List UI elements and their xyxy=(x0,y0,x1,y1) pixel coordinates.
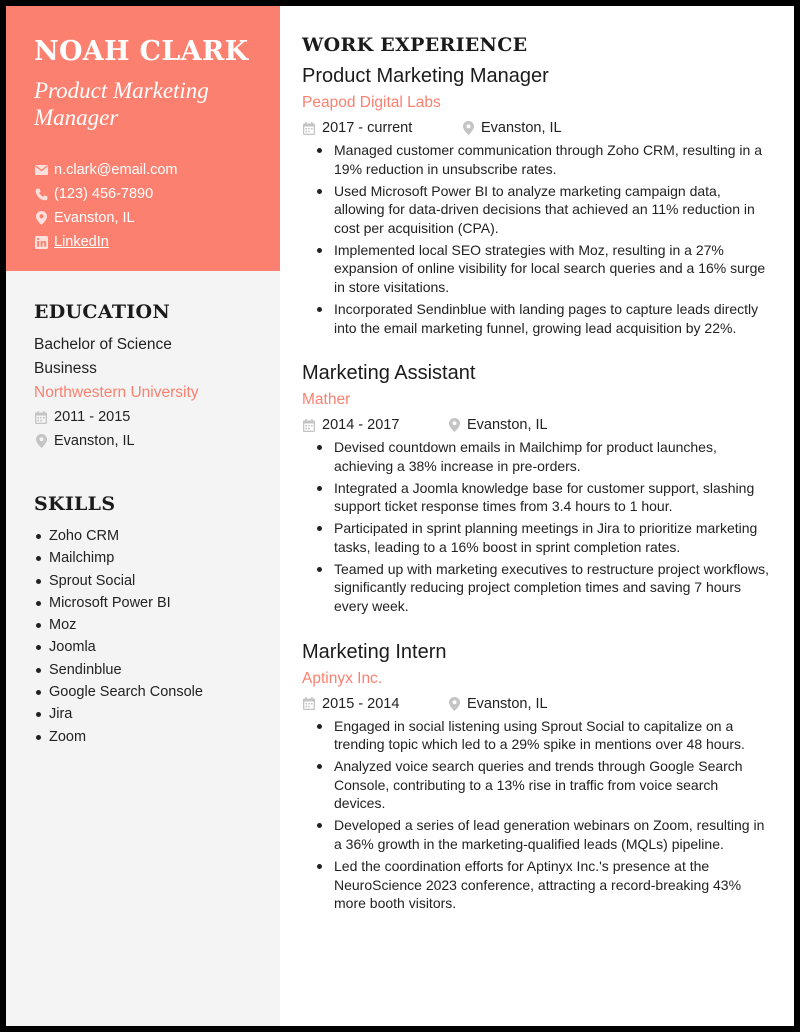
skill-item: Sendinblue xyxy=(34,659,252,681)
phone-icon xyxy=(34,187,48,201)
email-text[interactable]: n.clark@email.com xyxy=(54,162,178,179)
job-dates xyxy=(302,417,447,433)
linkedin-link[interactable]: LinkedIn xyxy=(54,234,109,251)
bullet-item: Implemented local SEO strategies with Moz, resulting in a 27% expansion of online visibility for local search queries and a 16% surge in store visitations. xyxy=(302,241,772,297)
job-location xyxy=(447,696,548,712)
map-pin-icon xyxy=(447,418,461,432)
job-entry xyxy=(302,62,772,337)
calendar-icon xyxy=(34,410,48,424)
job-location-text: Evanston, IL xyxy=(467,695,548,712)
job-location-text: Evanston, IL xyxy=(467,417,548,434)
bullet-item: Used Microsoft Power BI to analyze marketing campaign data, allowing for data-driven decisions that achieved an 11% reduction in cost per acquisition (CPA). xyxy=(302,182,772,238)
calendar-icon xyxy=(302,697,316,711)
map-pin-icon xyxy=(461,121,475,135)
bullet-item: Devised countdown emails in Mailchimp for product launches, achieving a 38% increase in pre-orders. xyxy=(302,438,772,475)
skills-section xyxy=(6,493,280,748)
company-name: Aptinyx Inc. xyxy=(302,669,383,687)
contact-phone xyxy=(34,182,252,206)
education-heading: EDUCATION xyxy=(34,301,170,323)
skill-item: Jira xyxy=(34,703,252,725)
calendar-icon xyxy=(302,418,316,432)
education-dates xyxy=(34,405,252,429)
resume-page xyxy=(6,6,794,1026)
skill-item: Joomla xyxy=(34,636,252,658)
job-bullets xyxy=(302,717,772,913)
job-location-text: Evanston, IL xyxy=(481,120,562,136)
education-location xyxy=(34,429,252,453)
skill-item: Microsoft Power BI xyxy=(34,592,252,614)
candidate-name: NOAH CLARK xyxy=(34,36,249,67)
degree xyxy=(34,333,252,381)
job-dates xyxy=(302,696,447,712)
bullet-item: Teamed up with marketing executives to restructure project workflows, significantly reducing project completion times and saving 7 hours every week. xyxy=(302,560,772,616)
contact-location xyxy=(34,206,252,230)
job-entry xyxy=(302,359,772,616)
sidebar xyxy=(6,6,280,1026)
job-meta xyxy=(302,116,772,140)
bullet-item: Led the coordination efforts for Aptinyx Inc.'s presence at the NeuroScience 2023 conference, attracting a record-breaking 43% more booth visitors. xyxy=(302,857,772,913)
skill-item: Mailchimp xyxy=(34,547,252,569)
education-section xyxy=(6,301,280,453)
map-pin-icon xyxy=(447,697,461,711)
job-entry xyxy=(302,638,772,913)
skill-item: Google Search Console xyxy=(34,681,252,703)
skill-item: Moz xyxy=(34,614,252,636)
education-dates-text: 2011 - 2015 xyxy=(54,409,131,425)
bullet-item: Managed customer communication through Zoho CRM, resulting in a 19% reduction in unsubscribe rates. xyxy=(302,141,772,178)
contact-email xyxy=(34,158,252,182)
location-text: Evanston, IL xyxy=(54,210,135,227)
bullet-item: Engaged in social listening using Sprout Social to capitalize on a trending topic which led to a 29% spike in mentions over 48 hours. xyxy=(302,717,772,754)
skill-item: Sprout Social xyxy=(34,570,252,592)
company-name: Mather xyxy=(302,391,351,409)
contact-list xyxy=(34,158,252,254)
main-content xyxy=(280,6,794,1026)
job-dates xyxy=(302,120,461,136)
company-name: Peapod Digital Labs xyxy=(302,94,441,111)
job-location xyxy=(447,417,548,433)
candidate-title: Product Marketing Manager xyxy=(34,78,209,131)
job-title: Product Marketing Manager xyxy=(302,65,549,87)
job-dates-text: 2015 - 2014 xyxy=(322,695,400,712)
job-title: Marketing Assistant xyxy=(302,362,476,385)
envelope-icon xyxy=(34,163,48,177)
work-experience-heading: WORK EXPERIENCE xyxy=(302,34,528,56)
bullet-item: Integrated a Joomla knowledge base for customer support, slashing support ticket response times from 3.4 hours to 1 hour. xyxy=(302,479,772,516)
bullet-item: Incorporated Sendinblue with landing pages to capture leads directly into the email marketing funnel, growing lead acquisition by 22%. xyxy=(302,300,772,337)
job-title: Marketing Intern xyxy=(302,640,447,663)
bullet-item: Analyzed voice search queries and trends through Google Search Console, contributing to a 13% rise in traffic from voice search devices. xyxy=(302,757,772,813)
job-location xyxy=(461,120,562,136)
degree-name: Bachelor of Science xyxy=(34,336,172,353)
bullet-item: Developed a series of lead generation webinars on Zoom, resulting in a 36% growth in the marketing-qualified leads (MQLs) pipeline. xyxy=(302,816,772,853)
linkedin-icon xyxy=(34,235,48,249)
skill-list xyxy=(34,525,252,748)
phone-text[interactable]: (123) 456-7890 xyxy=(54,186,154,203)
job-meta xyxy=(302,413,772,437)
calendar-icon xyxy=(302,121,316,135)
education-location-text: Evanston, IL xyxy=(54,433,135,449)
map-pin-icon xyxy=(34,211,48,225)
job-meta xyxy=(302,692,772,716)
degree-field: Business xyxy=(34,360,97,377)
skills-heading: SKILLS xyxy=(34,493,116,515)
school-name: Northwestern University xyxy=(34,384,199,401)
job-bullets xyxy=(302,438,772,616)
skill-item: Zoom xyxy=(34,726,252,748)
job-bullets xyxy=(302,141,772,337)
job-dates-text: 2017 - current xyxy=(322,120,413,136)
contact-linkedin xyxy=(34,230,252,254)
map-pin-icon xyxy=(34,434,48,448)
bullet-item: Participated in sprint planning meetings in Jira to prioritize marketing tasks, leading to a 16% boost in sprint completion rates. xyxy=(302,519,772,556)
header-block xyxy=(6,6,280,271)
job-dates-text: 2014 - 2017 xyxy=(322,417,400,434)
skill-item: Zoho CRM xyxy=(34,525,252,547)
